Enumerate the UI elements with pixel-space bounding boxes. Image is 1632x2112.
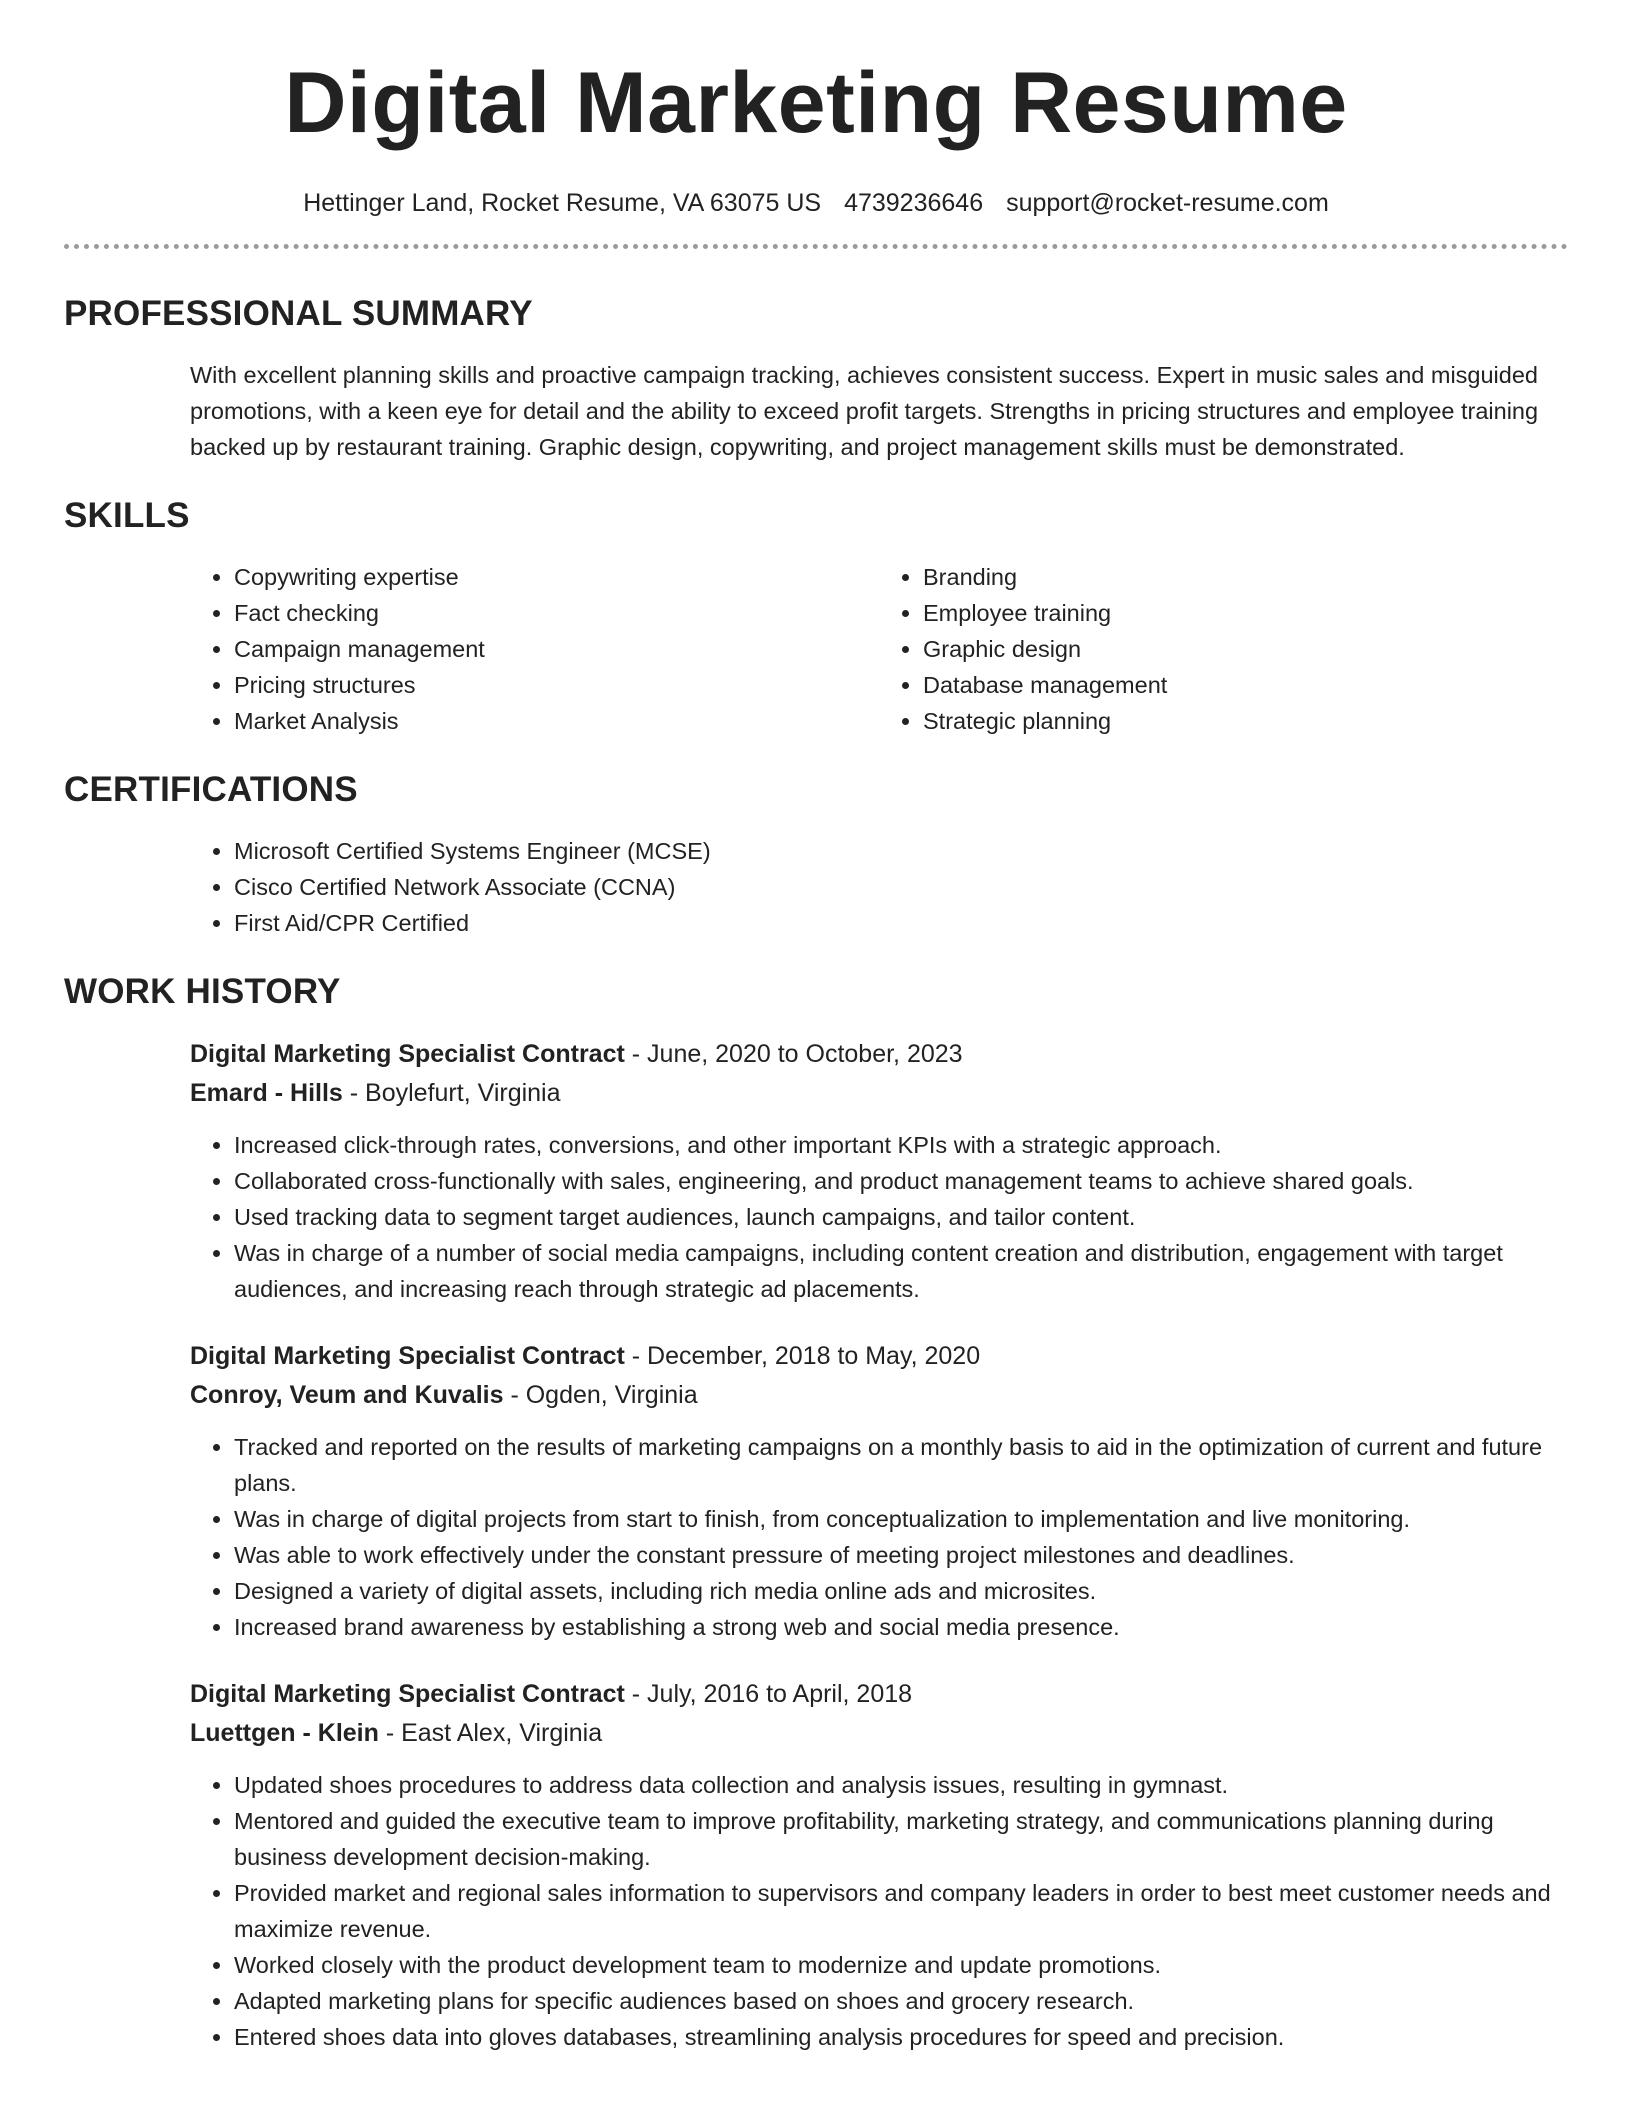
summary-text: With excellent planning skills and proactive campaign tracking, achieves consistent success. Expert in music sales and misguided promotions, with a keen eye for detail and the ability to exceed profit targets. Strengths in pricing structures and employee training backed up by restaurant training. Graphic design, copywriting, and project management skills must be demonstrated. bbox=[190, 362, 1539, 460]
job-title: Digital Marketing Specialist Contract bbox=[190, 1342, 625, 1370]
certifications-body bbox=[190, 833, 1568, 941]
skills-list-right bbox=[879, 559, 1568, 739]
job-bullet: • Was able to work effectively under the constant pressure of meeting project milestones and deadlines. bbox=[234, 1537, 1568, 1573]
skill-item: • Strategic planning bbox=[923, 703, 1568, 739]
skill-item: • Branding bbox=[923, 559, 1568, 595]
skill-item: • Database management bbox=[923, 667, 1568, 703]
work-history-heading: WORK HISTORY bbox=[64, 972, 341, 1011]
certification-item: • Microsoft Certified Systems Engineer (MCSE) bbox=[234, 833, 1568, 869]
job-bullet: • Increased brand awareness by establishing a strong web and social media presence. bbox=[234, 1609, 1568, 1645]
skill-item: • Copywriting expertise bbox=[234, 559, 879, 595]
job-location: - East Alex, Virginia bbox=[378, 1719, 603, 1747]
job-bullet: • Adapted marketing plans for specific audiences based on shoes and grocery research. bbox=[234, 1983, 1568, 2019]
job-location: - Ogden, Virginia bbox=[503, 1381, 698, 1409]
contact-phone: 4739236646 bbox=[844, 189, 984, 217]
job-bullet: • Worked closely with the product development team to modernize and update promotions. bbox=[234, 1947, 1568, 1983]
skill-item: • Graphic design bbox=[923, 631, 1568, 667]
contact-address: Hettinger Land, Rocket Resume, VA 63075 US bbox=[303, 189, 822, 217]
job-company: Emard - Hills bbox=[190, 1079, 343, 1107]
job-entry bbox=[190, 1337, 1568, 1645]
job-company-line bbox=[190, 1713, 1568, 1753]
job-company: Luettgen - Klein bbox=[190, 1719, 379, 1747]
certifications-heading: CERTIFICATIONS bbox=[64, 770, 358, 809]
job-bullet: • Was in charge of a number of social media campaigns, including content creation and distribution, engagement with target audiences, and increasing reach through strategic ad placements. bbox=[234, 1235, 1568, 1307]
certification-item: • Cisco Certified Network Associate (CCNA) bbox=[234, 869, 1568, 905]
work-history-section bbox=[64, 971, 1568, 2055]
resume-title: Digital Marketing Resume bbox=[284, 55, 1348, 151]
job-bullet: • Used tracking data to segment target audiences, launch campaigns, and tailor content. bbox=[234, 1199, 1568, 1235]
certifications-list bbox=[190, 833, 1568, 941]
header-divider bbox=[64, 244, 1568, 249]
job-location: - Boylefurt, Virginia bbox=[342, 1079, 561, 1107]
job-company-line bbox=[190, 1073, 1568, 1113]
job-bullet: • Increased click-through rates, conversions, and other important KPIs with a strategic approach. bbox=[234, 1127, 1568, 1163]
job-bullets bbox=[190, 1767, 1568, 2055]
summary-section bbox=[64, 293, 1568, 465]
skill-item: • Market Analysis bbox=[234, 703, 879, 739]
job-company-line bbox=[190, 1375, 1568, 1415]
skill-item: • Campaign management bbox=[234, 631, 879, 667]
skills-list-left bbox=[190, 559, 879, 739]
job-title-line bbox=[190, 1675, 1568, 1713]
job-bullets bbox=[190, 1429, 1568, 1645]
job-dates: - December, 2018 to May, 2020 bbox=[624, 1342, 981, 1370]
job-entry bbox=[190, 1675, 1568, 2055]
job-title: Digital Marketing Specialist Contract bbox=[190, 1680, 625, 1708]
job-bullet: • Entered shoes data into gloves databases, streamlining analysis procedures for speed and precision. bbox=[234, 2019, 1568, 2055]
job-title-line bbox=[190, 1337, 1568, 1375]
skills-section bbox=[64, 495, 1568, 739]
job-bullet: • Was in charge of digital projects from start to finish, from conceptualization to implementation and live monitoring. bbox=[234, 1501, 1568, 1537]
job-bullet: • Designed a variety of digital assets, including rich media online ads and microsites. bbox=[234, 1573, 1568, 1609]
contact-email: support@rocket-resume.com bbox=[1006, 189, 1329, 217]
contact-line bbox=[64, 188, 1568, 218]
skills-columns bbox=[190, 559, 1568, 739]
skill-item: • Fact checking bbox=[234, 595, 879, 631]
job-company: Conroy, Veum and Kuvalis bbox=[190, 1381, 504, 1409]
skills-heading: SKILLS bbox=[64, 496, 190, 535]
summary-heading: PROFESSIONAL SUMMARY bbox=[64, 294, 533, 333]
job-bullet: • Mentored and guided the executive team to improve profitability, marketing strategy, and communications planning during business development decision-making. bbox=[234, 1803, 1568, 1875]
job-title: Digital Marketing Specialist Contract bbox=[190, 1040, 625, 1068]
job-bullet: • Collaborated cross-functionally with sales, engineering, and product management teams to achieve shared goals. bbox=[234, 1163, 1568, 1199]
certification-item: • First Aid/CPR Certified bbox=[234, 905, 1568, 941]
certifications-section bbox=[64, 769, 1568, 941]
job-bullets bbox=[190, 1127, 1568, 1307]
skill-item: • Employee training bbox=[923, 595, 1568, 631]
job-bullet: • Provided market and regional sales information to supervisors and company leaders in order to best meet customer needs and maximize revenue. bbox=[234, 1875, 1568, 1947]
job-title-line bbox=[190, 1035, 1568, 1073]
job-dates: - June, 2020 to October, 2023 bbox=[624, 1040, 963, 1068]
summary-body bbox=[190, 357, 1568, 465]
job-bullet: • Updated shoes procedures to address data collection and analysis issues, resulting in gymnast. bbox=[234, 1767, 1568, 1803]
job-dates: - July, 2016 to April, 2018 bbox=[624, 1680, 913, 1708]
job-entry bbox=[190, 1035, 1568, 1307]
skill-item: • Pricing structures bbox=[234, 667, 879, 703]
job-bullet: • Tracked and reported on the results of marketing campaigns on a monthly basis to aid in the optimization of current and future plans. bbox=[234, 1429, 1568, 1501]
